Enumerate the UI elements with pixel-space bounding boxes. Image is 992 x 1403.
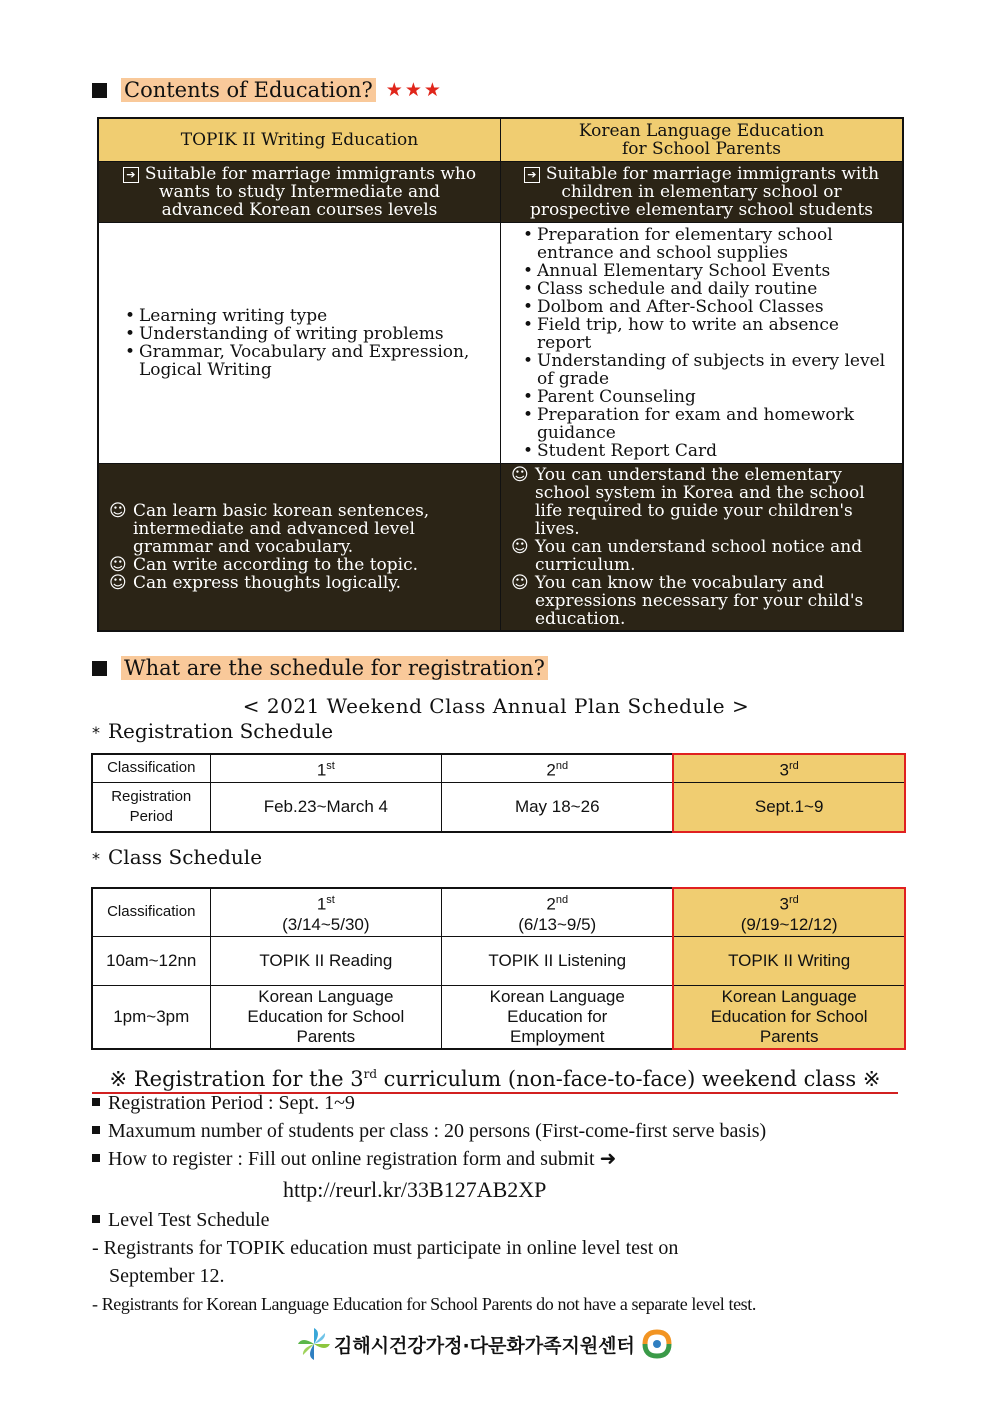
class-schedule-table [91,887,906,1050]
period-1st: Feb.23~March 4 [210,782,442,832]
arrow-right-icon: ➔ [524,167,540,183]
registration-link[interactable]: http://reurl.kr/33B127AB2XP [283,1177,547,1202]
classification-cell: Classification [92,754,210,782]
schedule-title: What are the schedule for registration? [121,656,548,680]
col2-outcomes [501,464,904,632]
list-item: • Annual Elementary School Events [537,262,894,280]
list-item: • Parent Counseling [537,388,894,406]
list-item: • Preparation for elementary school entrance and school supplies [537,226,894,262]
education-contents-table [97,117,904,632]
footer-logo: 김해시건강가정·다문화가족지원센터 [296,1326,677,1362]
registration-schedule-table [91,753,906,833]
registration-notice: ※ Registration for the 3rd curriculum (non-face-to-face) weekend class ※ [92,1061,898,1094]
plan-title: < 2021 Weekend Class Annual Plan Schedule > [242,694,750,718]
info-max-students: Maxumum number of students per class : 20 persons (First-come-first serve basis) [92,1119,766,1143]
outcome-item: ☺ Can express thoughts logically. [133,574,492,592]
family-logo-icon [639,1329,675,1359]
registration-subtitle: * Registration Schedule [92,719,334,743]
square-bullet-icon [92,1098,100,1106]
col1-header: TOPIK II Writing Education [98,118,501,162]
outcome-item: ☺ Can learn basic korean sentences, intermediate and advanced level grammar and vocabulary. [133,502,492,556]
morning-class-2: TOPIK II Listening [442,936,674,985]
contents-title: Contents of Education? [121,78,376,102]
square-bullet-icon [92,1126,100,1134]
info-how-to-register: How to register : Fill out online registration form and submit ➜ [92,1147,616,1171]
morning-class-3: TOPIK II Writing [673,936,905,985]
col-1st: 1st [210,754,442,782]
term-1st: 1st (3/14~5/30) [210,888,442,936]
period-label: Registration Period [92,782,210,832]
list-item: • Class schedule and daily routine [537,280,894,298]
asterisk-icon: * [92,849,100,868]
term-3rd: 3rd (9/19~12/12) [673,888,905,936]
col2-items [501,223,904,464]
class-subtitle: * Class Schedule [92,845,263,869]
star-rating-icon: ★★★ [385,79,443,101]
list-item: • Understanding of writing problems [139,325,492,343]
col2-target: ➔ Suitable for marriage immigrants with children in elementary school or prospective elementary school students [501,162,904,223]
col-2nd: 2nd [442,754,674,782]
outcome-item: ☺ You can understand the elementary school system in Korea and the school life required to guide your children's lives. [535,466,894,538]
outcome-item: ☺ You can understand school notice and curriculum. [535,538,894,574]
col1-target: ➔ Suitable for marriage immigrants who wants to study Intermediate and advanced Korean courses levels [98,162,501,223]
period-3rd: Sept.1~9 [673,782,905,832]
afternoon-class-3: Korean Language Education for School Parents [673,985,905,1049]
square-bullet-icon [92,83,107,98]
arrow-right-icon: ➔ [123,167,139,183]
time-afternoon: 1pm~3pm [92,985,210,1049]
pinwheel-logo-icon [296,1326,332,1362]
afternoon-class-2: Korean Language Education for Employment [442,985,674,1049]
square-bullet-icon [92,1154,100,1162]
info-dash-1b: September 12. [109,1265,225,1287]
period-2nd: May 18~26 [442,782,674,832]
section-heading-contents [92,78,443,102]
col1-items [98,223,501,464]
list-item: • Grammar, Vocabulary and Expression, Logical Writing [139,343,492,379]
info-dash-1: - Registrants for TOPIK education must participate in online level test on [92,1237,679,1259]
col2-header: Korean Language Education for School Parents [501,118,904,162]
section-heading-schedule [92,656,548,680]
list-item: • Preparation for exam and homework guidance [537,406,894,442]
term-2nd: 2nd (6/13~9/5) [442,888,674,936]
morning-class-1: TOPIK II Reading [210,936,442,985]
list-item: • Dolbom and After-School Classes [537,298,894,316]
col-3rd: 3rd [673,754,905,782]
square-bullet-icon [92,1215,100,1223]
outcome-item: ☺ You can know the vocabulary and expressions necessary for your child's education. [535,574,894,628]
list-item: • Understanding of subjects in every level of grade [537,352,894,388]
list-item: • Field trip, how to write an absence report [537,316,894,352]
time-morning: 10am~12nn [92,936,210,985]
col1-outcomes [98,464,501,632]
square-bullet-icon [92,661,107,676]
outcome-item: ☺ Can write according to the topic. [133,556,492,574]
afternoon-class-1: Korean Language Education for School Parents [210,985,442,1049]
classification-cell: Classification [92,888,210,936]
asterisk-icon: * [92,723,100,742]
info-level-test: Level Test Schedule [92,1208,270,1232]
list-item: • Learning writing type [139,307,492,325]
info-dash-2: - Registrants for Korean Language Education for School Parents do not have a separate level test. [92,1294,756,1314]
list-item: • Student Report Card [537,442,894,460]
info-period: Registration Period : Sept. 1~9 [92,1091,355,1115]
